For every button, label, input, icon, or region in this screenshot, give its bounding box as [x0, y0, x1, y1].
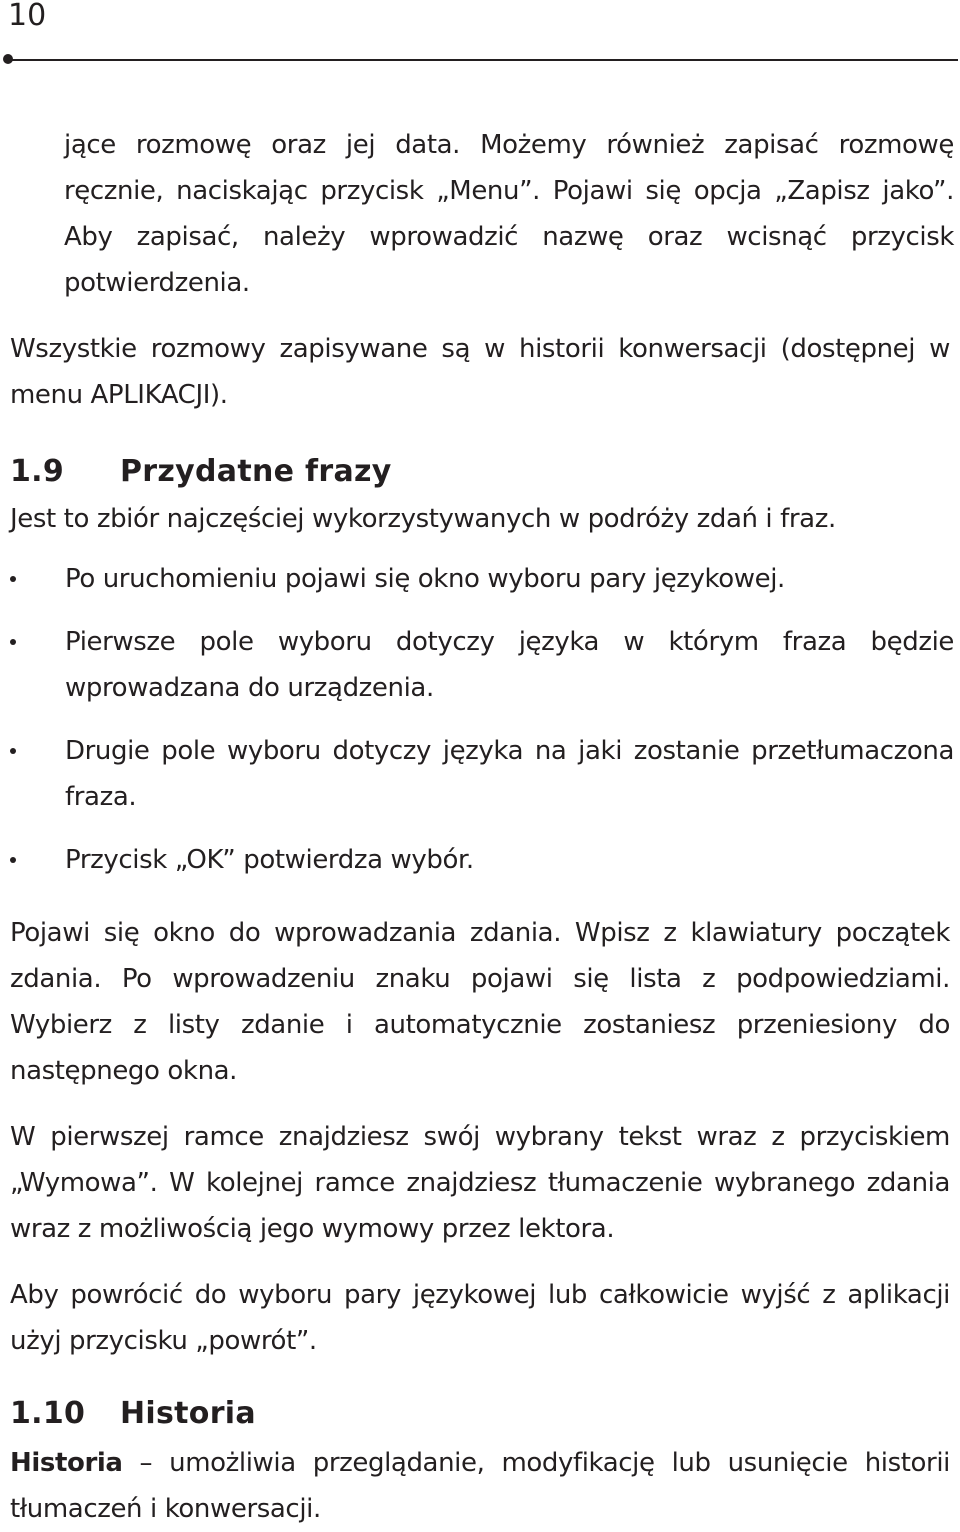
- paragraph-history-note: Wszystkie rozmowy zapisywane są w historii konwersacji (dostępnej w menu APLIKACJI).: [10, 334, 950, 410]
- page-number: 10: [8, 0, 47, 33]
- term-history: Historia: [10, 1448, 123, 1478]
- bullet-dot: [10, 857, 16, 863]
- paragraph-phrases-intro: Jest to zbiór najczęściej wykorzystywanych w podróży zdań i fraz.: [10, 504, 836, 534]
- bullet-list: [10, 556, 954, 900]
- header-rule: [10, 59, 958, 61]
- list-item: [10, 556, 954, 602]
- bullet-dot: [10, 748, 16, 754]
- section-number: 1.10: [10, 1396, 86, 1431]
- list-item-text: Po uruchomieniu pojawi się okno wyboru pary językowej.: [65, 564, 785, 594]
- section-title: Historia: [120, 1396, 256, 1431]
- section-title: Przydatne frazy: [120, 454, 392, 489]
- list-item: [10, 728, 954, 820]
- list-item-text: Przycisk „OK” potwierdza wybór.: [65, 845, 474, 875]
- list-item: [10, 619, 954, 711]
- paragraph-pronunciation: W pierwszej ramce znajdziesz swój wybrany tekst wraz z przyciskiem „Wymowa”. W kolejnej ramce znajdziesz tłumaczenie wybranego zdania wraz z możliwością jego wymowy przez lektora.: [10, 1122, 950, 1244]
- section-heading-history: [10, 1394, 256, 1434]
- bullet-dot: [10, 576, 16, 582]
- section-heading-useful-phrases: [10, 452, 392, 492]
- list-item-text: Pierwsze pole wyboru dotyczy języka w którym fraza będzie wprowadzana do urządzenia.: [65, 627, 954, 703]
- list-item: [10, 837, 954, 883]
- paragraph-return: Aby powrócić do wyboru pary językowej lub całkowicie wyjść z aplikacji użyj przycisku „powrót”.: [10, 1280, 950, 1356]
- section-number: 1.9: [10, 454, 65, 489]
- paragraph-save-conversation: jące rozmowę oraz jej data. Możemy również zapisać rozmowę ręcznie, naciskając przycisk „Menu”. Pojawi się opcja „Zapisz jako”. Aby zapisać, należy wprowadzić nazwę oraz wcisnąć przycisk potwierdzenia.: [64, 130, 954, 298]
- paragraph-history-description: [10, 1440, 950, 1532]
- paragraph-input-window: Pojawi się okno do wprowadzania zdania. Wpisz z klawiatury początek zdania. Po wprowadzeniu znaku pojawi się lista z podpowiedziami. Wybierz z listy zdanie i automatycznie zostaniesz przeniesiony do następnego okna.: [10, 918, 950, 1086]
- history-description-text: – umożliwia przeglądanie, modyfikację lub usunięcie historii tłumaczeń i konwersacji.: [10, 1448, 950, 1524]
- bullet-dot: [10, 639, 16, 645]
- list-item-text: Drugie pole wyboru dotyczy języka na jaki zostanie przetłumaczona fraza.: [65, 736, 954, 812]
